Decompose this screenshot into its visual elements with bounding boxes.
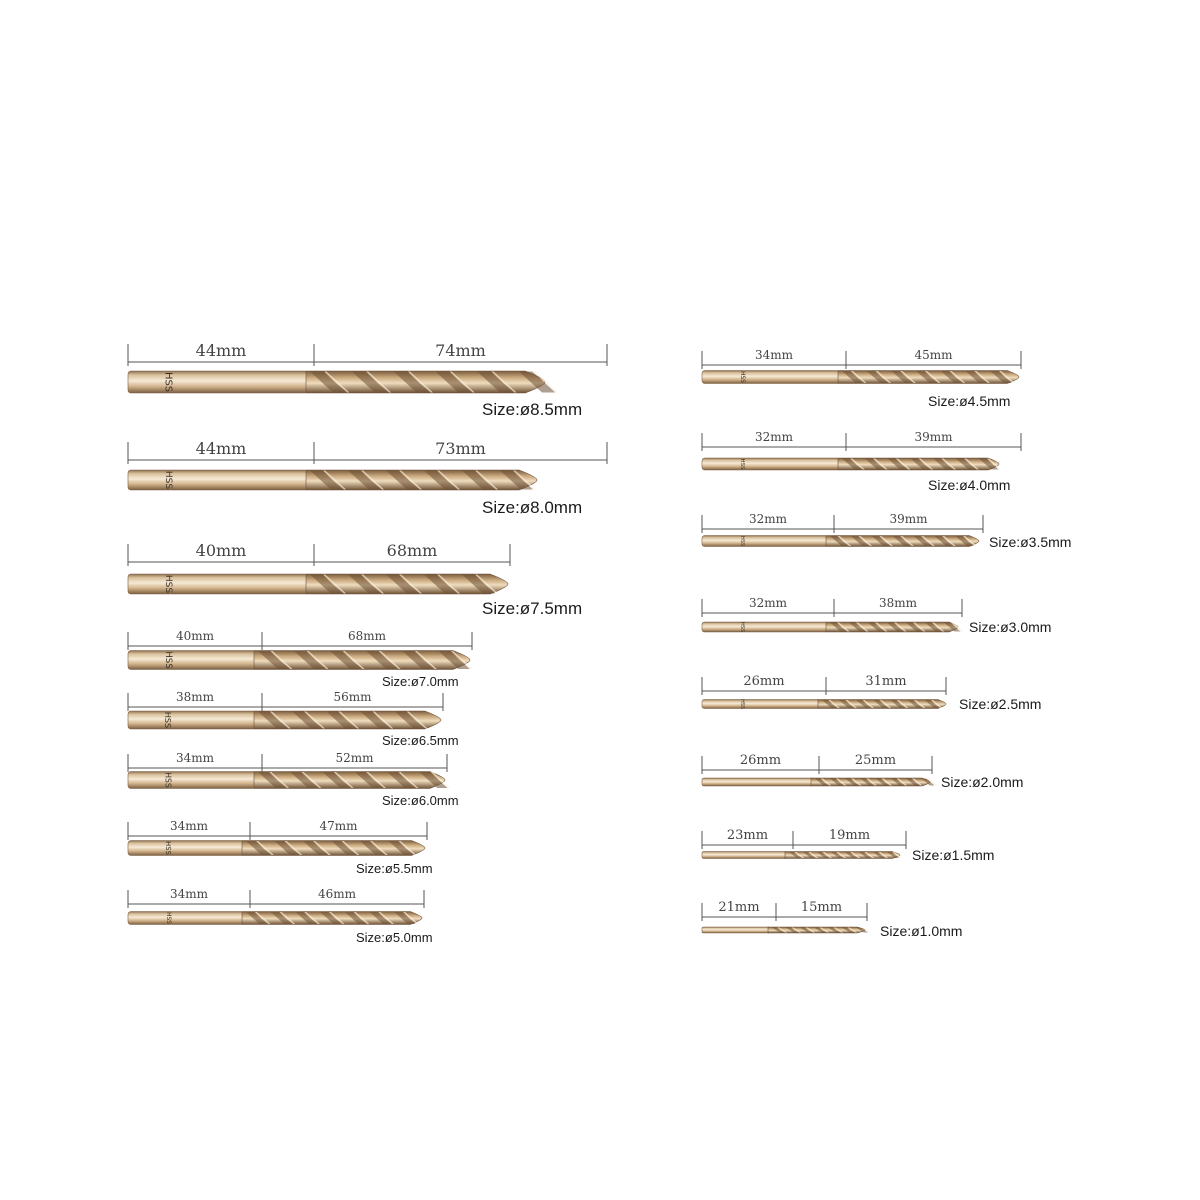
flute-length-label: 31mm <box>865 674 907 689</box>
drill-bit-shank <box>128 470 308 490</box>
drill-bit-flute <box>306 470 537 490</box>
drill-bit-group <box>702 596 1051 635</box>
size-label: Size:ø1.0mm <box>880 923 963 939</box>
size-label: Size:ø8.5mm <box>482 400 583 419</box>
shank-length-label: 38mm <box>175 690 215 704</box>
size-label: Size:ø1.5mm <box>912 847 995 863</box>
drill-bit-shank <box>128 574 308 594</box>
size-label: Size:ø5.5mm <box>356 861 433 876</box>
shank-marking: HSS <box>163 772 173 788</box>
shank-marking: HSS <box>163 711 173 729</box>
flute-length-label: 39mm <box>889 512 928 526</box>
drill-bit-shank <box>702 371 840 384</box>
drill-bit-shank <box>128 772 256 789</box>
shank-length-label: 44mm <box>195 439 247 458</box>
shank-length-label: 32mm <box>754 430 794 444</box>
size-label: Size:ø6.5mm <box>382 733 459 748</box>
drill-bit-group <box>128 751 459 808</box>
flute-length-label: 45mm <box>914 348 953 362</box>
drill-bit-group <box>702 430 1021 493</box>
flute-length-label: 73mm <box>435 439 486 458</box>
flute-length-label: 68mm <box>347 629 387 643</box>
shank-marking: HSS <box>164 841 172 855</box>
shank-length-label: 40mm <box>175 629 215 643</box>
shank-length-label: 26mm <box>743 674 785 689</box>
size-label: Size:ø7.5mm <box>482 599 583 618</box>
flute-length-label: 47mm <box>319 819 358 833</box>
drill-bit-group <box>702 828 994 863</box>
size-label: Size:ø8.0mm <box>482 498 583 517</box>
size-label: Size:ø4.5mm <box>928 393 1011 409</box>
shank-length-label: 34mm <box>169 887 209 901</box>
drill-bit-group <box>128 629 473 689</box>
size-label: Size:ø4.0mm <box>928 477 1011 493</box>
shank-length-label: 34mm <box>754 348 794 362</box>
flute-length-label: 38mm <box>878 596 918 610</box>
drill-bit-group <box>702 512 1071 550</box>
size-label: Size:ø3.0mm <box>969 619 1052 635</box>
drill-bit-shank <box>128 711 256 729</box>
drill-bit-group <box>128 887 433 945</box>
shank-length-label: 26mm <box>739 753 782 768</box>
drill-bit-shank <box>128 912 244 925</box>
size-label: Size:ø6.0mm <box>382 793 459 808</box>
shank-length-label: 23mm <box>726 828 769 843</box>
shank-marking: HSS <box>739 535 745 547</box>
drill-bit-group <box>128 439 607 517</box>
drill-bit-shank <box>128 841 244 856</box>
shank-marking: HSS <box>739 371 745 383</box>
drill-bit-group <box>128 690 459 748</box>
flute-length-label: 74mm <box>435 341 486 360</box>
shank-marking: HSS <box>163 651 173 669</box>
shank-marking: HSS <box>739 698 745 710</box>
flute-length-label: 25mm <box>854 753 897 768</box>
flute-length-label: 15mm <box>800 900 843 915</box>
drill-bit-shank <box>702 852 787 859</box>
flute-length-label: 19mm <box>828 828 871 843</box>
drill-bit-group <box>128 541 582 618</box>
shank-marking: HSS <box>163 470 173 490</box>
drill-bit-group <box>702 753 1023 790</box>
flute-length-label: 52mm <box>335 751 374 765</box>
shank-length-label: 34mm <box>169 819 209 833</box>
drill-bit-shank <box>702 458 840 470</box>
drill-bit-shank <box>128 371 308 393</box>
drill-bit-shank <box>702 700 820 709</box>
shank-length-label: 34mm <box>175 751 215 765</box>
size-label: Size:ø7.0mm <box>382 674 459 689</box>
size-label: Size:ø2.0mm <box>941 774 1024 790</box>
drill-bit-group <box>702 900 962 939</box>
drill-bit-shank <box>702 536 828 547</box>
flute-length-label: 56mm <box>333 690 372 704</box>
flute-length-label: 68mm <box>386 541 438 560</box>
flute-length-label: 39mm <box>914 430 953 444</box>
flute-length-label: 46mm <box>317 887 357 901</box>
size-label: Size:ø5.0mm <box>356 930 433 945</box>
shank-marking: HSS <box>739 458 745 470</box>
shank-marking: HSS <box>165 912 171 924</box>
shank-marking: HSS <box>163 574 173 594</box>
shank-marking: HSS <box>739 621 745 633</box>
drill-bit-group <box>702 674 1041 712</box>
drill-bit-group <box>128 819 433 876</box>
drill-bit-shank <box>702 778 813 786</box>
drill-bit-shank <box>702 622 828 632</box>
shank-length-label: 32mm <box>748 512 788 526</box>
drill-bit-shank <box>702 927 770 933</box>
size-label: Size:ø3.5mm <box>989 534 1072 550</box>
size-label: Size:ø2.5mm <box>959 696 1042 712</box>
shank-marking: HSS <box>162 372 174 392</box>
shank-length-label: 44mm <box>195 341 247 360</box>
shank-length-label: 21mm <box>718 900 760 915</box>
drill-bit-group <box>702 348 1021 409</box>
drill-bit-group <box>128 341 607 419</box>
shank-length-label: 40mm <box>195 541 247 560</box>
shank-length-label: 32mm <box>748 596 788 610</box>
drill-bit-shank <box>128 651 256 670</box>
